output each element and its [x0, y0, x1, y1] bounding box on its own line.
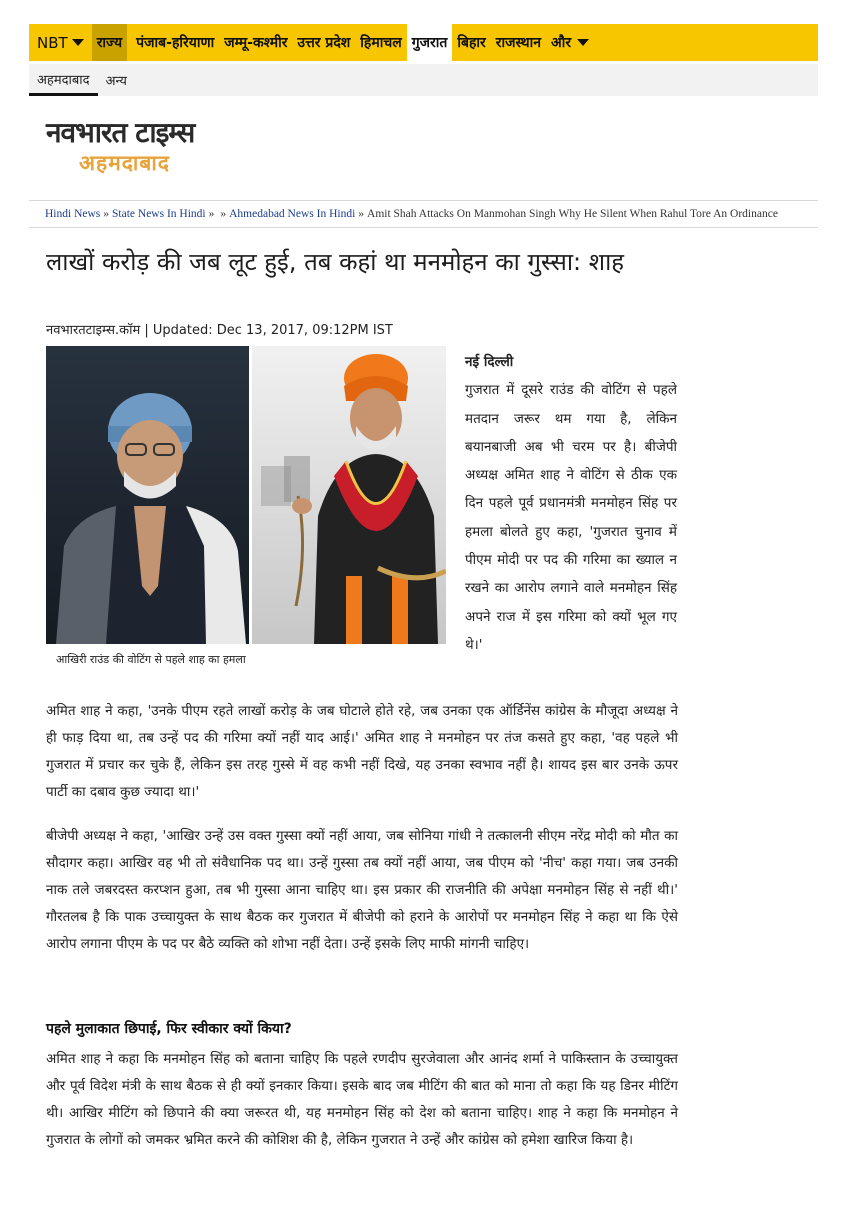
nbt-menu-button[interactable]: [29, 24, 92, 61]
article-dateline: नई दिल्ली: [465, 354, 514, 370]
article-lead-text: गुजरात में दूसरे राउंड की वोटिंग से पहले मतदान जरूर थम गया है, लेकिन बयानबाजी अब भी चरम पर है। बीजेपी अध्यक्ष अमित शाह ने वोटिंग से ठीक एक दिन पहले पूर्व प्रधानमंत्री मनमोहन सिंह पर हमला बोलते हुए कहा, 'गुजरात चुनाव में पीएम मोदी पर पद की गरिमा का ख्याल न रखने का आरोप लगाने वाले मनमोहन सिंह अपने राज में इस गरिमा को क्यों भूल गए थे।': [465, 382, 677, 653]
nav-item-punjab-haryana[interactable]: पंजाब-हरियाणा: [136, 35, 215, 51]
article-paragraph-1: अमित शाह ने कहा, 'उनके पीएम रहते लाखों करोड़ के जब घोटाले होते रहे, जब उनका एक ऑर्डिनेंस कांग्रेस के मौजूदा अध्यक्ष ने ही फाड़ दिया था, तब उन्हें पद की गरिमा क्यों नहीं याद आई।' अमित शाह ने मनमोहन पर तंज कसते हुए कहा, 'वह पहले भी गुजरात में प्रचार कर चुके हैं, लेकिन इस तरह गुस्से में वह कभी नहीं दिखे, यह उनका स्वभाव नहीं है। शायद इस बार उनके ऊपर पार्टी का दबाव कुछ ज्यादा था।': [46, 703, 678, 800]
subnav-item-other[interactable]: अन्य: [105, 74, 127, 89]
nav-item-rajasthan[interactable]: राजस्थान: [495, 35, 542, 51]
sub-navigation: [29, 64, 818, 96]
nav-item-bihar[interactable]: बिहार: [457, 35, 486, 51]
article-paragraph-3: अमित शाह ने कहा कि मनमोहन सिंह को बताना चाहिए कि पहले रणदीप सुरजेवाला और आनंद शर्मा ने पाकिस्तान के उच्चायुक्त और पूर्व विदेश मंत्री के साथ बैठक से ही क्यों इनकार किया। इसके बाद जब मीटिंग की बात को माना तो कहा कि यह डिनर मीटिंग थी। आखिर मीटिंग को छिपाने की क्या जरूरत थी, यह मनमोहन सिंह को देश को बताना चाहिए। शाह ने कहा कि मनमोहन ने गुजरात के लोगों को जमकर भ्रमित करने की कोशिश की है, लेकिन गुजरात ने उन्हें और कांग्रेस को हमेशा खारिज किया है।: [46, 1051, 678, 1148]
nav-item-jammu-kashmir[interactable]: जम्मू-कश्मीर: [224, 35, 288, 51]
article-photo-illustration: [46, 346, 446, 644]
nav-item-gujarat[interactable]: गुजरात: [407, 24, 453, 61]
breadcrumb-separator: »: [103, 208, 110, 220]
logo-city: अहमदाबाद: [79, 151, 170, 175]
top-navigation: [29, 24, 818, 61]
article-subheading: पहले मुलाकात छिपाई, फिर स्वीकार क्यों किया?: [46, 1021, 292, 1037]
breadcrumb-separator: »: [220, 208, 227, 220]
article-byline: [46, 320, 393, 338]
breadcrumb-ahmedabad-news[interactable]: Ahmedabad News In Hindi: [229, 208, 356, 220]
breadcrumb-hindi-news[interactable]: Hindi News: [45, 208, 101, 220]
chevron-down-icon: [72, 39, 84, 46]
article-lead: [465, 348, 677, 659]
byline-divider: |: [144, 323, 153, 338]
breadcrumb: [29, 200, 818, 228]
nav-more-label: और: [551, 35, 572, 51]
nav-item-more[interactable]: [546, 24, 594, 61]
nav-item-himachal[interactable]: हिमाचल: [360, 35, 402, 51]
logo-title: नवभारत टाइम्स: [46, 116, 195, 149]
subnav-item-ahmedabad[interactable]: अहमदाबाद: [29, 64, 98, 96]
article-source[interactable]: नवभारतटाइम्स.कॉम: [46, 323, 141, 338]
nbt-label: NBT: [37, 33, 68, 52]
nav-item-rajya[interactable]: राज्य: [92, 24, 127, 61]
breadcrumb-current: Amit Shah Attacks On Manmohan Singh Why He Silent When Rahul Tore An Ordinance: [367, 208, 778, 220]
breadcrumb-separator: »: [358, 208, 365, 220]
breadcrumb-separator: »: [208, 208, 215, 220]
article-headline: लाखों करोड़ की जब लूट हुई, तब कहां था मनमोहन का गुस्सा: शाह: [46, 248, 625, 276]
article-photo: [46, 346, 446, 644]
article-paragraph-2: बीजेपी अध्यक्ष ने कहा, 'आखिर उन्हें उस वक्त गुस्सा क्यों नहीं आया, जब सोनिया गांधी ने तत्कालनी सीएम नरेंद्र मोदी को मौत का सौदागर कहा। आखिर वह भी तो संवैधानिक पद था। उन्हें गुस्सा तब क्यों नहीं आया, जब पीएम को 'नीच' कहा गया। जब उनकी नाक तले जबरदस्त करप्शन हुआ, तब भी गुस्सा आना चाहिए था। इस प्रकार की राजनीति की अपेक्षा मनमोहन सिंह से नहीं थी।' गौरतलब है कि पाक उच्चायुक्त के साथ बैठक कर गुजरात में बीजेपी को हराने के आरोपों पर मनमोहन सिंह ने कहा था कि ऐसे आरोप लगाना पीएम के पद पर बैठे व्यक्ति को शोभा नहीं देता। उन्हें इसके लिए माफी मांगनी चाहिए।: [46, 828, 678, 952]
article-updated: Updated: Dec 13, 2017, 09:12PM IST: [152, 323, 393, 338]
photo-caption: आखिरी राउंड की वोटिंग से पहले शाह का हमला: [56, 653, 246, 666]
chevron-down-icon: [577, 39, 589, 46]
site-logo[interactable]: [46, 113, 306, 183]
breadcrumb-state-news[interactable]: State News In Hindi: [112, 208, 206, 220]
nav-item-uttar-pradesh[interactable]: उत्तर प्रदेश: [297, 35, 351, 51]
